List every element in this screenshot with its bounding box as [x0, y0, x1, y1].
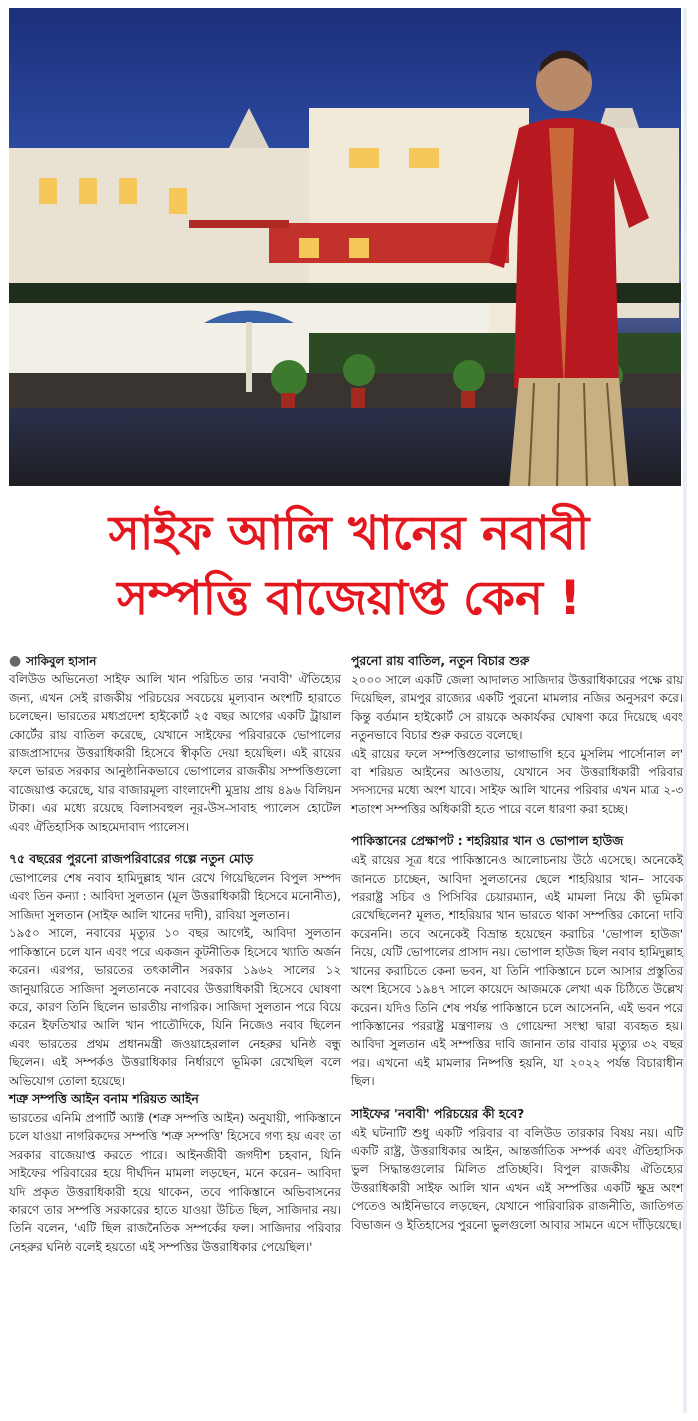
paragraph-verdict: ২০০০ সালে একটি জেলা আদালত সাজিদার উত্তরাধিকারের পক্ষে রায় দিয়েছিল, রামপুর রাজ্যের একটি পুরনো মামলার নজির অনুসরণ করে। কিন্তু বর্তমান হাইকোর্ট সে রায়কে অকার্যকর ঘোষণা করে দিয়েছে এবং নতুনভাবে বিচার শুরু করতে বলেছে। — [351, 673, 683, 743]
paragraph-nawab-heirs: ভোপালের শেষ নবাব হামিদুল্লাহ খান রেখে গিয়েছিলেন বিপুল সম্পদ এবং তিন কন্যা : আবিদা সুলতান (মূল উত্তরাধিকারী হিসেবে মনোনীত), সাজিদা সুলতান (সাইফ আলি খানের দাদী), রাবিয়া সুলতান। — [9, 871, 341, 922]
subheading-new-trial: পুরনো রায় বাতিল, নতুন বিচার শুরু — [351, 654, 530, 668]
paragraph-history: ১৯৫০ সালে, নবাবের মৃত্যুর ১০ বছর আগেই, আবিদা সুলতান পাকিস্তানে চলে যান এবং পরে একজন কূটনীতিক হিসেবে খ্যাতি অর্জন করেন। এরপর, ভারতের তৎকালীন সরকার ১৯৬২ সালের ১২ জানুয়ারিতে সাজিদা সুলতানকে নবাবের উত্তরাধিকারী হিসেবে ঘোষণা করে, কারণ তিনি ছিলেন ভারতীয় নাগরিক। সাজিদা সুলতান পরে বিয়ে করেন ইফতিখার আলি খান পাতৌদিকে, যিনি নিজেও নবাব ছিলেন এবং ভারতের প্রথম প্রধানমন্ত্রী জওয়াহেরলাল নেহরুর ঘনিষ্ঠ বন্ধু ছিলেন। এই সম্পর্কও উত্তরাধিকার নির্ধারণে ভূমিকা রেখেছিল বলে অভিযোগ তোলা হয়েছে। — [9, 926, 341, 1088]
paragraph-enemy-property: ভারতের এনিমি প্রপার্টি অ্যাক্ট (শত্রু সম্পত্তি আইন) অনুযায়ী, পাকিস্তানে চলে যাওয়া নাগরিকদের সম্পত্তি 'শত্রু সম্পত্তি' হিসেবে গণ্য হয় এবং তা সরকার বাজেয়াপ্ত করতে পারে। আইনজীবী জগদীশ চহবান, যিনি সাইফের পরিবারের হয়ে দীর্ঘদিন মামলা লড়ছেন, মনে করেন– আবিদা যদি প্রকৃত উত্তরাধিকারী হয়ে থাকেন, তবে পাকিস্তানে অভিবাসনের কারণে তার সম্পত্তি সরকারের হাতে যাওয়া উচিত ছিল, সাজিদার নয়। তিনি বলেন, 'এটি ছিল রাজনৈতিক সম্পর্কের ফল। সাজিদার পরিবার নেহরুর ঘনিষ্ঠ বলেই হয়তো এই সম্পত্তির উত্তরাধিকার পেয়েছিল।' — [9, 1110, 341, 1254]
subheading-pakistan-context: পাকিস্তানের প্রেক্ষাপট : শহরিয়ার খান ও ভোপাল হাউজ — [351, 834, 624, 849]
bullet-dot-icon: ● — [9, 653, 27, 669]
headline-line-1: সাইফ আলি খানের নবাবী — [108, 506, 590, 561]
author-name: সাকিবুল হাসান — [26, 654, 97, 668]
article-photo — [9, 8, 681, 486]
paragraph-bhopal-house: এই রায়ের সূত্র ধরে পাকিস্তানেও আলোচনায় উঠে এসেছে। অনেকেই জানতে চাচ্ছেন, আবিদা সুলতানের ছেলে শাহরিয়ার খান– সাবেক পররাষ্ট্র সচিব ও পিসিবির চেয়ারম্যান, এই মামলা নিয়ে কী ভূমিকা রেখেছিলেন? মূলত, শাহরিয়ার খান ভারতে থাকা সম্পত্তির কোনো দাবি করেননি। তবে অনেকেই বিভ্রান্ত হয়েছেন করাচির 'ভোপাল হাউজ' নিয়ে, যেটি ভোপালের প্রাসাদ নয়। ভোপাল হাউজ ছিল নবাব হামিদুল্লাহ খানের করাচিতে কেনা ভবন, যা তিনি পাকিস্তানে চলে আসার প্রস্তুতির অংশ হিসেবে ১৯৪৭ সালে কায়েদে আজমকে লেখা এক চিঠিতে উল্লেখ করেন। যদিও তিনি শেষ পর্যন্ত পাকিস্তানে চলে আসেননি, এই ভবন পরে পাকিস্তানের পররাষ্ট্র মন্ত্রণালয় ও গোয়েন্দা সংস্থা দ্বারা ব্যবহৃত হয়। আবিদা সুলতান এই সম্পত্তির দাবি জানান তার বাবার মৃত্যুর ৩২ বছর পর। এখনো এই মামলার নিষ্পত্তি হয়নি, যা ২০২২ পর্যন্ত বিচারাধীন ছিল। — [351, 853, 683, 1089]
paragraph-sharia-share: এই রায়ের ফলে সম্পত্তিগুলোর ভাগাভাগি হবে মুসলিম পার্সোনাল ল' বা শরিয়ত আইনের আওতায়, যেখানে সব উত্তরাধিকারী পরিবার সদস্যদের মধ্যে অংশ যাবে। সাইফ আলি খানের পরিবার এখন মাত্র ২-৩ শতাংশ সম্পত্তির অধিকারী হতে পারে বলে ধারণা করা হচ্ছে। — [351, 746, 683, 816]
page-edge-strip — [683, 8, 687, 1413]
subheading-nawabi-identity: সাইফের 'নবাবী' পরিচয়ের কী হবে? — [351, 1106, 525, 1121]
headline-line-2: সম্পত্তি বাজেয়াপ্ত কেন ! — [117, 571, 581, 626]
article-column-right — [351, 652, 683, 1234]
subheading-enemy-property: শত্রু সম্পত্তি আইন বনাম শরিয়ত আইন — [9, 1091, 199, 1106]
byline — [9, 652, 341, 670]
subheading-royal-story: ৭৫ বছরের পুরনো রাজপরিবারের গল্পে নতুন মোড় — [9, 852, 254, 867]
article-column-left — [9, 652, 341, 1256]
intro-paragraph: বলিউড অভিনেতা সাইফ আলি খান পরিচিত তার 'নবাবী' ঐতিহ্যের জন্য, এখন সেই রাজকীয় পরিচয়ের সবচেয়ে মূল্যবান অংশটি হারাতে চলেছেন। ভারতের মধ্যপ্রদেশ হাইকোর্ট ২৫ বছর আগের একটি ট্রায়াল কোর্টের রায় বাতিল করেছে, যেখানে সাইফের পরিবারকে ভোপালের রাজপ্রাসাদের উত্তরাধিকারী হিসেবে স্বীকৃতি দেয়া হয়েছিল। এই রায়ের ফলে ভারত সরকার আনুষ্ঠানিকভাবে ভোপালের রাজকীয় সম্পত্তিগুলো বাজেয়াপ্ত করেছে, যার বাজারমূল্য বাংলাদেশী মুদ্রায় প্রায় ৪৯৬ বিলিয়ন টাকা। এর মধ্যে রয়েছে বিলাসবহুল নূর-উস-সাবাহ প্যালেস হোটেল এবং ঐতিহাসিক আহমেদাবাদ প্যালেস। — [9, 672, 341, 834]
man-in-red-kurta-illustration — [479, 28, 679, 486]
paragraph-conclusion: এই ঘটনাটি শুধু একটি পরিবার বা বলিউড তারকার বিষয় নয়। এটি একটি রাষ্ট্র, উত্তরাধিকার আইন, আন্তর্জাতিক সম্পর্ক এবং ঐতিহাসিক ভুল সিদ্ধান্তগুলোর মিলিত প্রতিচ্ছবি। বিপুল রাজকীয় ঐতিহ্যের উত্তরাধিকারী সাইফ আলি খান এখন এই সম্পত্তির একটি ক্ষুদ্র অংশ পেতেও আইনিভাবে লড়ছেন, যেখানে পারিবারিক রাজনীতি, জাতিগত বিভাজন ও ইতিহাসের পুরনো ভুলগুলো আবার সামনে এসে দাঁড়িয়েছে। — [351, 1125, 683, 1232]
